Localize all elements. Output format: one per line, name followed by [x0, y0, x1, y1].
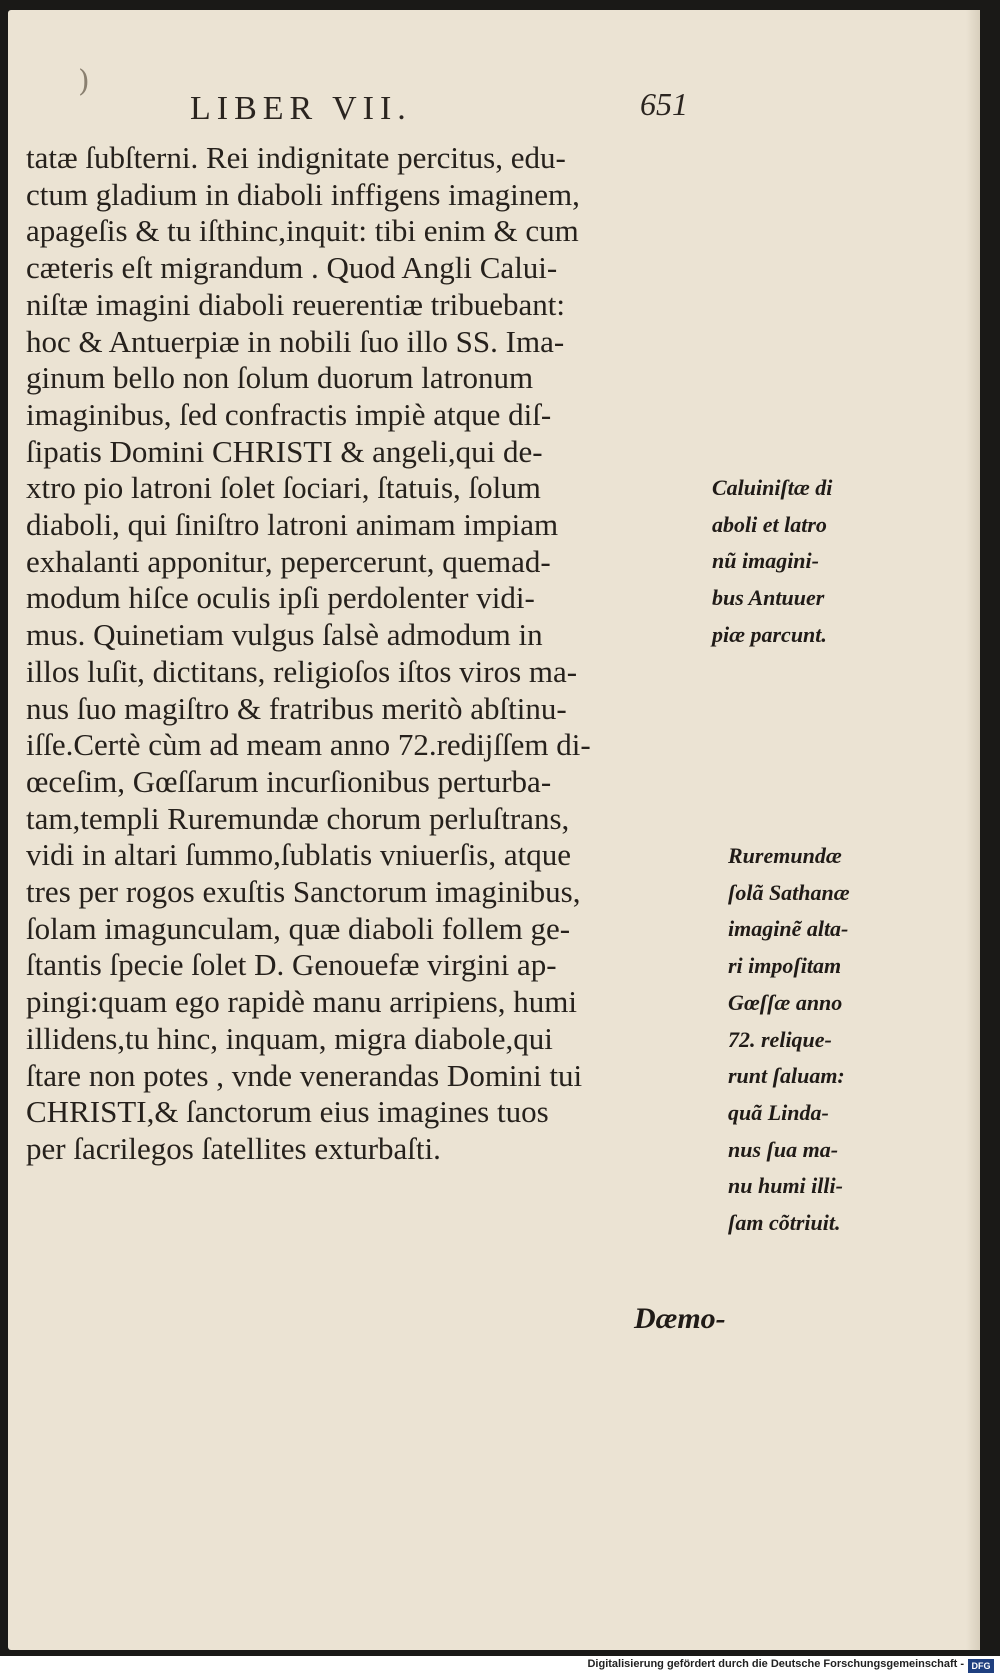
main-text-block [26, 140, 716, 1168]
text-line: illos luſit, dictitans, religioſos iſtos viros ma- [26, 653, 578, 689]
text-line: tam,templi Ruremundæ chorum perluſtrans, [26, 800, 570, 836]
text-line: xtro pio latroni ſolet ſociari, ſtatuis, ſolum [26, 470, 541, 506]
text-line: mus. Quinetiam vulgus ſalsè admodum in [26, 617, 543, 653]
margin-note-line: Gœſſæ anno [728, 989, 843, 1015]
running-head: LIBER VII. [190, 90, 412, 127]
text-line: ctum gladium in diaboli inffigens imaginem, [26, 176, 580, 212]
margin-note-line: piæ parcunt. [712, 621, 827, 647]
text-line: niſtæ imagini diaboli reuerentiæ tribuebant: [26, 286, 565, 322]
margin-note-line: ſam cõtriuit. [728, 1210, 841, 1236]
text-line: imaginibus, ſed confractis impiè atque diſ- [26, 396, 552, 432]
text-line: tatæ ſubſterni. Rei indignitate percitus, edu- [26, 140, 566, 175]
catchword: Dæmo- [634, 1302, 726, 1335]
text-line: illidens,tu hinc, inquam, migra diabole,qui [26, 1020, 553, 1056]
margin-note-line: Ruremundæ [728, 843, 842, 868]
margin-note-line: ſolã Sathanæ [728, 879, 850, 905]
text-line: tres per rogos exuſtis Sanctorum imaginibus, [26, 874, 581, 910]
margin-note-line: runt ſaluam: [728, 1063, 845, 1089]
margin-note-line: nus ſua ma- [728, 1136, 839, 1162]
text-line: diaboli, qui ſiniſtro latroni animam impiam [26, 507, 559, 543]
text-line: œceſim, Gœſſarum incurſionibus perturba- [26, 763, 552, 799]
page-edge-shadow [966, 10, 980, 1650]
pencil-mark: ) [78, 64, 90, 99]
text-line: nus ſuo magiſtro & fratribus meritò abſtinu- [26, 690, 567, 726]
margin-note-line: imaginẽ alta- [728, 916, 849, 942]
text-line: modum hiſce oculis ipſi perdolenter vidi- [26, 580, 535, 616]
margin-note-ruremunda [728, 838, 850, 1242]
margin-note-line: bus Antuuer [712, 585, 825, 611]
text-line: pingi:quam ego rapidè manu arripiens, humi [26, 984, 577, 1020]
text-line: ſtare non potes , vnde venerandas Domini tui [26, 1057, 583, 1093]
margin-note-line: nũ imagini- [712, 548, 819, 574]
text-line: cæteris eſt migrandum . Quod Angli Calui- [26, 250, 558, 286]
text-line: per ſacrilegos ſatellites exturbaſti. [26, 1130, 441, 1166]
margin-note-line: ri impoſitam [728, 953, 842, 979]
text-line: vidi in altari ſummo,ſublatis vniuerſis, atque [26, 837, 571, 873]
margin-note-line: 72. relique- [728, 1026, 832, 1052]
text-line: ſolam imagunculam, quæ diaboli follem ge- [26, 910, 571, 946]
text-line: CHRISTI,& ſanctorum eius imagines tuos [26, 1094, 549, 1130]
margin-note-line: aboli et latro [712, 511, 827, 537]
text-line: ſipatis Domini CHRISTI & angeli,qui de- [26, 433, 543, 469]
text-line: exhalanti apponitur, pepercerunt, quemad- [26, 543, 551, 579]
dfg-logo: DFG [968, 1659, 994, 1673]
funding-credit: Digitalisierung gefördert durch die Deutsche Forschungsgemeinschaft - [587, 1658, 964, 1670]
digitization-footer [0, 1656, 1000, 1677]
page-number: 651 [640, 86, 688, 122]
text-line: hoc & Antuerpiæ in nobili ſuo illo SS. Ima- [26, 323, 565, 359]
text-line: apageſis & tu iſthinc,inquit: tibi enim & cum [26, 213, 579, 249]
margin-note-line: Caluiniſtæ di [712, 475, 833, 500]
text-line: ginum bello non ſolum duorum latronum [26, 360, 534, 396]
text-line: iſſe.Certè cùm ad meam anno 72.redijſſem di- [26, 727, 591, 763]
margin-note-line: nu humi illi- [728, 1173, 843, 1199]
text-line: ſtantis ſpecie ſolet D. Genouefæ virgini ap- [26, 947, 557, 983]
margin-note-line: quã Linda- [728, 1099, 829, 1125]
margin-note-calvinists [712, 470, 832, 654]
